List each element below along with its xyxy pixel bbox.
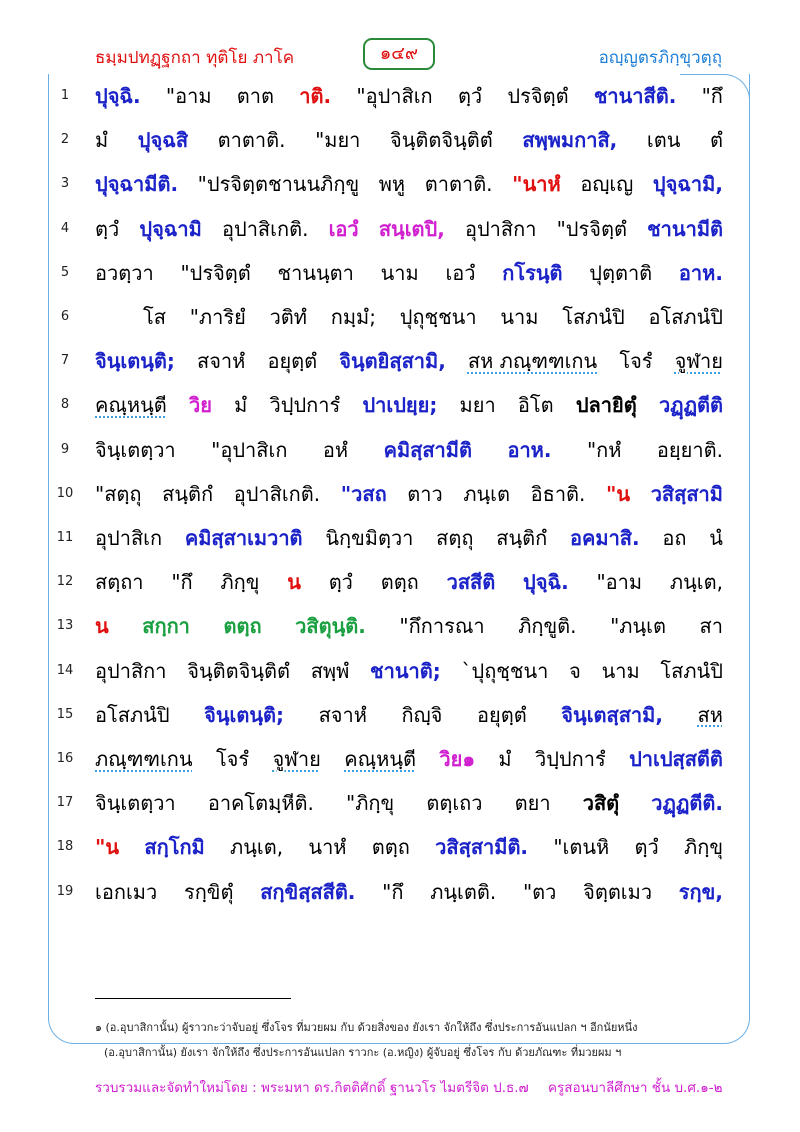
line-text <box>95 162 723 206</box>
word: ภิกฺขุ <box>220 570 260 595</box>
word: โจรํ <box>619 349 653 374</box>
word: สพฺพํ <box>310 658 350 683</box>
word: สตฺถุ <box>436 526 474 550</box>
word: ตตฺถ <box>371 835 410 860</box>
line-number: 13 <box>56 618 74 634</box>
word: อิโต <box>517 393 554 418</box>
word: ปาเปสฺสตีติ <box>629 747 723 771</box>
line-number: 12 <box>56 574 74 590</box>
word: อยฺยาติ. <box>656 437 723 462</box>
word: "กหํ <box>586 437 622 462</box>
word: สนฺติกํ <box>496 526 548 550</box>
word: อุปาสิเก <box>95 526 163 550</box>
word: สห ภณฺฑฑเกน <box>467 349 598 374</box>
line-text <box>95 339 723 383</box>
word: จินฺตยิสฺสามิ, <box>339 349 446 374</box>
line-text <box>95 74 723 118</box>
word: "ตว <box>522 879 557 904</box>
text-line <box>0 74 800 118</box>
word: จินฺเตตฺวา <box>95 437 176 462</box>
word: จินฺเตตฺวา <box>95 791 176 816</box>
word: "ปรจิตฺตํ <box>556 216 627 241</box>
word: "น <box>606 481 631 506</box>
word: สนฺเตปิ, <box>378 216 445 241</box>
word: อวตฺวา <box>95 260 154 285</box>
footnote-line: ๑ (อ.อุบาสิกานั้น) ผู้ราวกะว่าจับอยู่ ซึ่งโจร ที่มวยผม กับ ด้วยสิ่งของ ยังเรา จักให้ถึง ซึ่งประการอันแปลก ฯ อีกนัยหนึ่ง <box>95 1021 638 1034</box>
line-number: 17 <box>56 795 74 811</box>
word: ตํ <box>709 128 723 153</box>
story-title: อญฺญตรภิกฺขุวตฺถุ <box>598 48 722 68</box>
word: นาม <box>380 260 419 285</box>
word: จินฺติตจินฺติตํ <box>187 658 290 683</box>
line-text <box>95 870 723 914</box>
word: "เตนหิ <box>553 835 610 860</box>
word: โส <box>143 305 166 329</box>
line-text <box>95 693 723 737</box>
word: "ปรจิตฺตชานนภิกฺขู <box>197 172 360 197</box>
line-number: 14 <box>56 662 74 678</box>
word: ปุจฺฉิ. <box>523 570 569 595</box>
line-text <box>95 649 723 693</box>
word: สนฺติกํ <box>162 481 214 506</box>
text-line <box>0 781 800 825</box>
word: เตน <box>646 128 681 153</box>
word: ปลายิตุํ <box>575 393 637 418</box>
word: สพฺพมกาสิ, <box>522 128 618 153</box>
word: กมฺมํ; <box>330 305 376 329</box>
word: สกฺโกมิ <box>144 835 205 860</box>
line-number: 16 <box>56 751 74 766</box>
word: กโรนฺติ <box>502 260 563 285</box>
page-header <box>0 38 800 78</box>
word: จูฬาย <box>272 747 321 771</box>
word: สจาหํ <box>318 702 367 727</box>
word: "ภนฺเต <box>610 614 666 639</box>
word: จินฺเตนฺติ; <box>204 702 284 727</box>
footer-compiler: รวบรวมและจัดทำใหม่โดย : พระมหา ดร.กิตติศักดิ์ ฐานวโร ไมตรีจิต ป.ธ.๗ <box>95 1080 529 1096</box>
word: ตาว <box>407 481 443 506</box>
word: กิญฺจิ <box>401 702 443 727</box>
text-line <box>0 737 800 781</box>
line-number: 19 <box>56 883 74 899</box>
word: ตาตาติ. <box>424 172 493 197</box>
word: ปุตฺตาติ <box>589 260 653 285</box>
line-text <box>95 825 723 869</box>
word: จินฺเตนฺติ; <box>95 349 175 374</box>
text-line <box>0 383 800 427</box>
text-line <box>0 428 800 472</box>
word: ปุจฺฉสิ <box>137 128 189 153</box>
word: วิย <box>188 393 212 418</box>
word: ตฺวํ <box>634 835 659 860</box>
line-number: 15 <box>56 706 74 722</box>
line-number: 4 <box>60 220 70 236</box>
word: น <box>287 570 301 595</box>
line-number: 3 <box>60 176 70 192</box>
text-line <box>0 207 800 251</box>
word: อุปาสิกา <box>95 658 167 683</box>
word: วิย๑ <box>439 747 476 771</box>
line-text <box>95 118 723 162</box>
word: ภนฺเต, <box>230 835 284 860</box>
text-line <box>0 472 800 516</box>
line-number: 1 <box>60 88 70 103</box>
word: "กึ <box>171 570 193 595</box>
word: คณฺหนฺตี <box>95 393 167 418</box>
word: อาคโตมฺหีติ. <box>207 791 314 816</box>
word: "ภาริยํ <box>189 305 246 329</box>
word: นาม <box>500 305 539 329</box>
word: สจาหํ <box>196 349 246 374</box>
word: "อุปาสิเก <box>211 437 288 462</box>
word: คมิสฺสาเมวาติ <box>184 526 303 550</box>
word: วติทํ <box>269 305 307 329</box>
word: รกฺขิตุํ <box>183 879 234 904</box>
line-text <box>95 207 723 251</box>
text-line <box>0 118 800 162</box>
line-number: 9 <box>60 441 70 457</box>
line-number: 10 <box>56 485 74 501</box>
word: อโสภนํปิ <box>648 305 723 329</box>
word: สตฺถา <box>95 570 144 595</box>
word: ปรจิตฺตํ <box>507 84 569 108</box>
word: อหํ <box>322 437 349 462</box>
word: สกฺขิสฺสสีติ. <box>260 879 356 904</box>
word: อโสภนํปิ <box>95 702 170 727</box>
word: ตตฺถ <box>380 570 419 595</box>
word: ชานาสีติ. <box>593 84 677 108</box>
line-number: 11 <box>56 530 74 545</box>
word: มํ <box>234 393 248 418</box>
word: น <box>95 614 109 639</box>
word: "นาหํ <box>512 172 561 197</box>
word: ปุถุชฺชนา <box>399 305 477 329</box>
word: นิกฺขมิตฺวา <box>325 526 414 550</box>
line-text <box>95 781 723 825</box>
word: วสิสฺสามิ <box>650 481 723 506</box>
word: มํ <box>95 128 109 153</box>
word: ปุจฺฉิ. <box>95 84 141 108</box>
word: อุปาสิกา <box>464 216 537 241</box>
word: สกฺกา <box>142 614 190 639</box>
word: สา <box>699 614 723 639</box>
word: ภิกฺขุ <box>684 835 723 860</box>
word: พหู <box>378 172 406 197</box>
word: อยุตฺตํ <box>267 349 318 374</box>
word: ปาเปยฺย; <box>362 393 438 418</box>
word: วฏฺฏตีติ <box>658 393 723 418</box>
word: "มยา <box>315 128 361 153</box>
line-text <box>95 604 723 648</box>
line-text <box>95 560 723 604</box>
word: ตาต <box>236 84 275 108</box>
word: `ปุถุชฺชนา <box>461 658 549 683</box>
word: จ <box>569 658 581 683</box>
text-line <box>0 295 800 339</box>
text-line <box>0 516 800 560</box>
word: "ปรจิตฺตํ <box>180 260 251 285</box>
word: เอวํ <box>328 216 359 241</box>
word: ตยา <box>514 791 551 816</box>
text-line <box>0 560 800 604</box>
word: จิตฺตเมว <box>583 879 653 904</box>
word: ปุจฺฉามีติ. <box>95 172 179 197</box>
word: "น <box>95 835 120 860</box>
word: วิปฺปการํ <box>534 747 606 771</box>
text-line <box>0 604 800 648</box>
word: ตตฺถ <box>223 614 262 639</box>
footnote-line: (อ.อุบาสิกานั้น) ยังเรา จักให้ถึง ซึ่งประการอันแปลก ราวกะ (อ.หญิง) ผู้จับอยู่ ซึ่งโจร กับ ด้วยภัณฑะ ที่มวยผม ฯ <box>104 1046 622 1059</box>
word: โจรํ <box>215 747 250 771</box>
word: ภิกฺขูติ. <box>518 614 577 639</box>
word: อญฺเญ <box>580 172 634 197</box>
line-text <box>95 737 723 781</box>
word: อถ <box>662 526 687 550</box>
word: วสิตุนฺติ. <box>295 614 366 639</box>
word: ปุจฺฉามิ, <box>652 172 723 197</box>
line-text <box>95 516 723 560</box>
word: อุปาสิเกติ. <box>221 216 309 241</box>
word: โสภนํปิ <box>562 305 625 329</box>
word: "อาม <box>165 84 212 108</box>
word: "อาม <box>596 570 643 595</box>
word: ตฺวํ <box>457 84 483 108</box>
word: อุปาสิเกติ. <box>233 481 321 506</box>
word: อิธาติ. <box>530 481 586 506</box>
line-number: 8 <box>60 397 70 413</box>
word: จูฬาย <box>674 349 723 374</box>
word: รกฺข, <box>678 879 723 904</box>
word: จินฺเตสฺสามิ, <box>561 702 663 727</box>
footnote-divider <box>95 998 291 999</box>
word: นํ <box>709 526 723 550</box>
word: "ภิกฺขุ <box>346 791 395 816</box>
text-line <box>0 825 800 869</box>
word: "อุปาสิเก <box>356 84 433 108</box>
word: ภณฺฑฑเกน <box>95 747 193 771</box>
word: วฏฺฏตีติ. <box>651 791 723 816</box>
word: อคมาสิ. <box>570 526 640 550</box>
word: ภนฺเต <box>463 481 511 506</box>
word: วสิสฺสามีติ. <box>435 835 529 860</box>
word: สห <box>697 702 723 727</box>
line-number: 2 <box>60 132 70 148</box>
word: ภนฺเต, <box>669 570 723 595</box>
word: วสิตุํ <box>582 791 620 816</box>
line-number: 5 <box>60 264 70 280</box>
word: "วสถ <box>340 481 387 506</box>
word: โสภนํปิ <box>660 658 723 683</box>
line-text <box>95 428 723 472</box>
text-line <box>0 693 800 737</box>
text-line <box>0 649 800 693</box>
page-number: ๑๔๙ <box>363 38 435 70</box>
word: ชานนฺตา <box>277 260 354 285</box>
word: ตฺวํ <box>328 570 353 595</box>
word: ชานาติ; <box>370 658 441 683</box>
line-number: 18 <box>56 839 74 855</box>
word: อาห. <box>507 437 552 462</box>
word: ตฺวํ <box>95 216 120 241</box>
word: "กึ <box>701 84 723 108</box>
line-text <box>95 472 723 516</box>
word: จินฺติตจินฺติตํ <box>390 128 493 153</box>
word: วิปฺปการํ <box>269 393 341 418</box>
word: เอกเมว <box>95 879 158 904</box>
line-number: 7 <box>60 353 70 369</box>
word: มํ <box>498 747 512 771</box>
line-text <box>95 295 723 339</box>
word: เอวํ <box>445 260 476 285</box>
word: อยุตฺตํ <box>476 702 527 727</box>
word: อาห. <box>678 260 723 285</box>
word: "สตฺถุ <box>95 481 142 506</box>
word: "กึการณา <box>399 614 485 639</box>
word: คมิสฺสามีติ <box>383 437 472 462</box>
text-line <box>0 870 800 914</box>
word: วสสีติ <box>446 570 496 595</box>
word: ภนฺเตติ. <box>430 879 497 904</box>
line-text <box>95 251 723 295</box>
line-number: 6 <box>60 309 70 324</box>
word: ชานามีติ <box>647 216 723 241</box>
book-title: ธมฺมปทฏฺฐกถา ทุติโย ภาโค <box>95 48 295 68</box>
word: "กึ <box>382 879 404 904</box>
word: มยา <box>459 393 496 418</box>
word: ตตฺเถว <box>426 791 483 816</box>
text-line <box>0 251 800 295</box>
text-line <box>0 339 800 383</box>
word: าติ. <box>299 84 332 108</box>
word: คณฺหนฺตี <box>344 747 417 771</box>
word: ปุจฺฉามิ <box>139 216 202 241</box>
footer-course: ครูสอนบาลีศึกษา ชั้น บ.ศ.๑-๒ <box>548 1080 723 1096</box>
text-line <box>0 162 800 206</box>
word: ตาตาติ. <box>217 128 286 153</box>
line-text <box>95 383 723 427</box>
word: นาม <box>601 658 640 683</box>
word: นาหํ <box>308 835 347 860</box>
